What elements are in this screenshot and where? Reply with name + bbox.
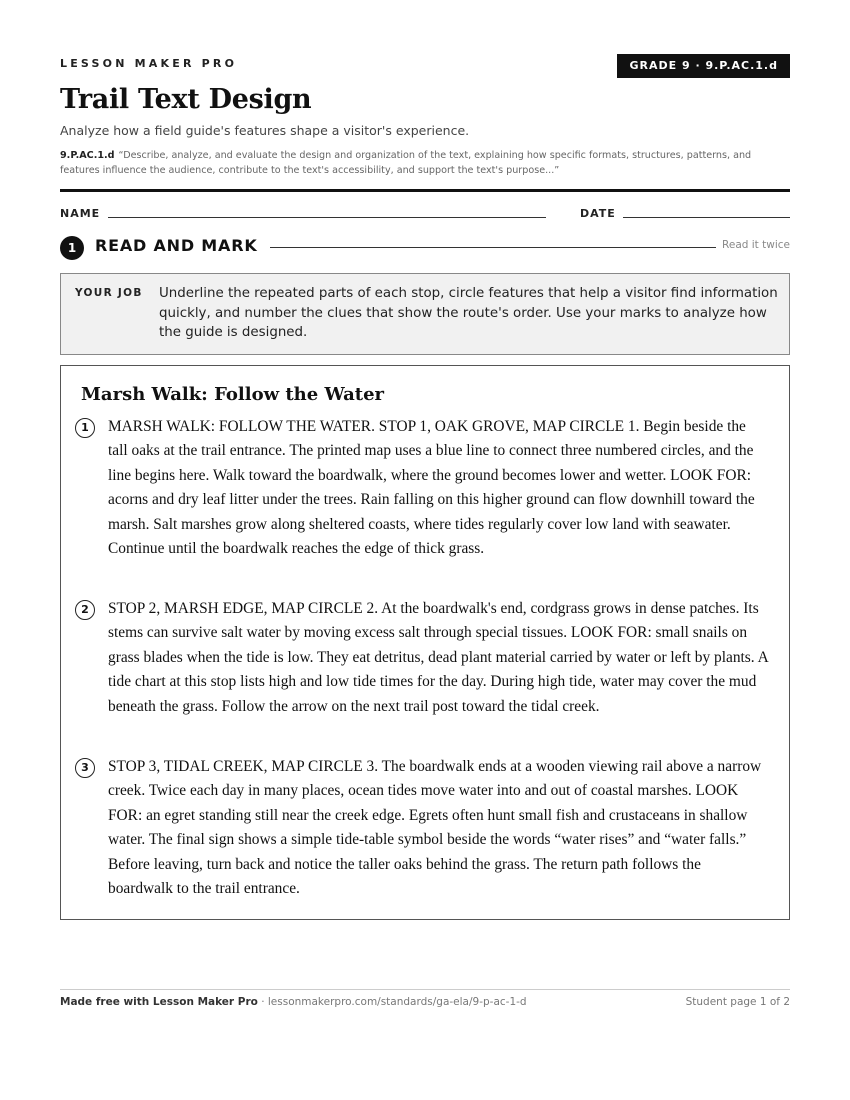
footer-divider bbox=[60, 989, 790, 990]
section-divider bbox=[270, 247, 716, 248]
name-field[interactable] bbox=[108, 217, 546, 218]
header-divider bbox=[60, 189, 790, 192]
passage-paragraph: STOP 2, MARSH EDGE, MAP CIRCLE 2. At the boardwalk's end, cordgrass grows in dense patches. Its stems can survive salt water by moving excess salt through special tissues. LOOK FOR: small snails on grass blades when the tide is low. They eat detritus, dead plant material carried by water or left by plants. A tide chart at this stop lists high and low tide times for the day. During high tide, water may cover the mud beneath the grass. Follow the arrow on the next trail post toward the tidal creek. bbox=[108, 600, 768, 715]
name-label: NAME bbox=[60, 207, 101, 220]
passage-paragraph: STOP 3, TIDAL CREEK, MAP CIRCLE 3. The boardwalk ends at a wooden viewing rail above a narrow creek. Twice each day in many places, ocean tides move water into and out of coastal marshes. LOOK FOR: an egret standing still near the creek edge. Egrets often hunt small fish and crustaceans in shallow water. The final sign shows a simple tide-table symbol beside the words “water rises” and “water falls.” Before leaving, turn back and notice the taller oaks behind the grass. The return path follows the boardwalk to the trail entrance. bbox=[108, 758, 762, 898]
page-indicator: Student page 1 of 2 bbox=[685, 996, 790, 1008]
instructions-box bbox=[60, 273, 790, 355]
page-subtitle: Analyze how a field guide's features shape a visitor's experience. bbox=[60, 123, 470, 138]
section-title: READ AND MARK bbox=[95, 236, 258, 255]
grade-badge: GRADE 9 · 9.P.AC.1.d bbox=[617, 54, 790, 78]
instructions-label: YOUR JOB bbox=[75, 287, 143, 299]
passage-paragraph: MARSH WALK: FOLLOW THE WATER. STOP 1, OAK GROVE, MAP CIRCLE 1. Begin beside the tall oaks at the trail entrance. The printed map uses a blue line to connect three numbered circles, and the line begins here. Walk toward the boardwalk, where the ground becomes lower and wetter. LOOK FOR: acorns and dry leaf litter under the trees. Rain falling on this higher ground can flow downhill toward the marsh. Salt marshes grow along sheltered coasts, where tides regularly cover low land with seawater. Continue until the boardwalk reaches the edge of thick grass. bbox=[108, 418, 755, 558]
instructions-text: Underline the repeated parts of each stop, circle features that help a visitor find information quickly, and number the clues that show the route's order. Use your marks to analyze how the guide is designed. bbox=[159, 286, 778, 340]
standard-code: 9.P.AC.1.d bbox=[60, 150, 115, 161]
section-number: 1 bbox=[60, 236, 84, 260]
date-label: DATE bbox=[580, 207, 616, 220]
section-note: Read it twice bbox=[722, 239, 790, 251]
footer-credit bbox=[60, 996, 527, 1008]
page-title: Trail Text Design bbox=[60, 84, 312, 115]
passage-title: Marsh Walk: Follow the Water bbox=[81, 384, 385, 405]
paragraph-number: 1 bbox=[75, 418, 95, 438]
standard-text: “Describe, analyze, and evaluate the design and organization of the text, explaining how specific formats, structures, patterns, and features influence the audience, contribute to the text's accessibility, and support the text's purpose...” bbox=[60, 150, 752, 176]
reading-passage bbox=[60, 365, 790, 920]
date-field[interactable] bbox=[623, 217, 790, 218]
standard-description bbox=[60, 148, 790, 178]
brand-name: LESSON MAKER PRO bbox=[60, 57, 238, 70]
paragraph-number: 3 bbox=[75, 758, 95, 778]
footer-url[interactable]: · lessonmakerpro.com/standards/ga-ela/9-p-ac-1-d bbox=[257, 996, 527, 1008]
paragraph-number: 2 bbox=[75, 600, 95, 620]
footer-made-with: Made free with Lesson Maker Pro bbox=[60, 996, 258, 1008]
